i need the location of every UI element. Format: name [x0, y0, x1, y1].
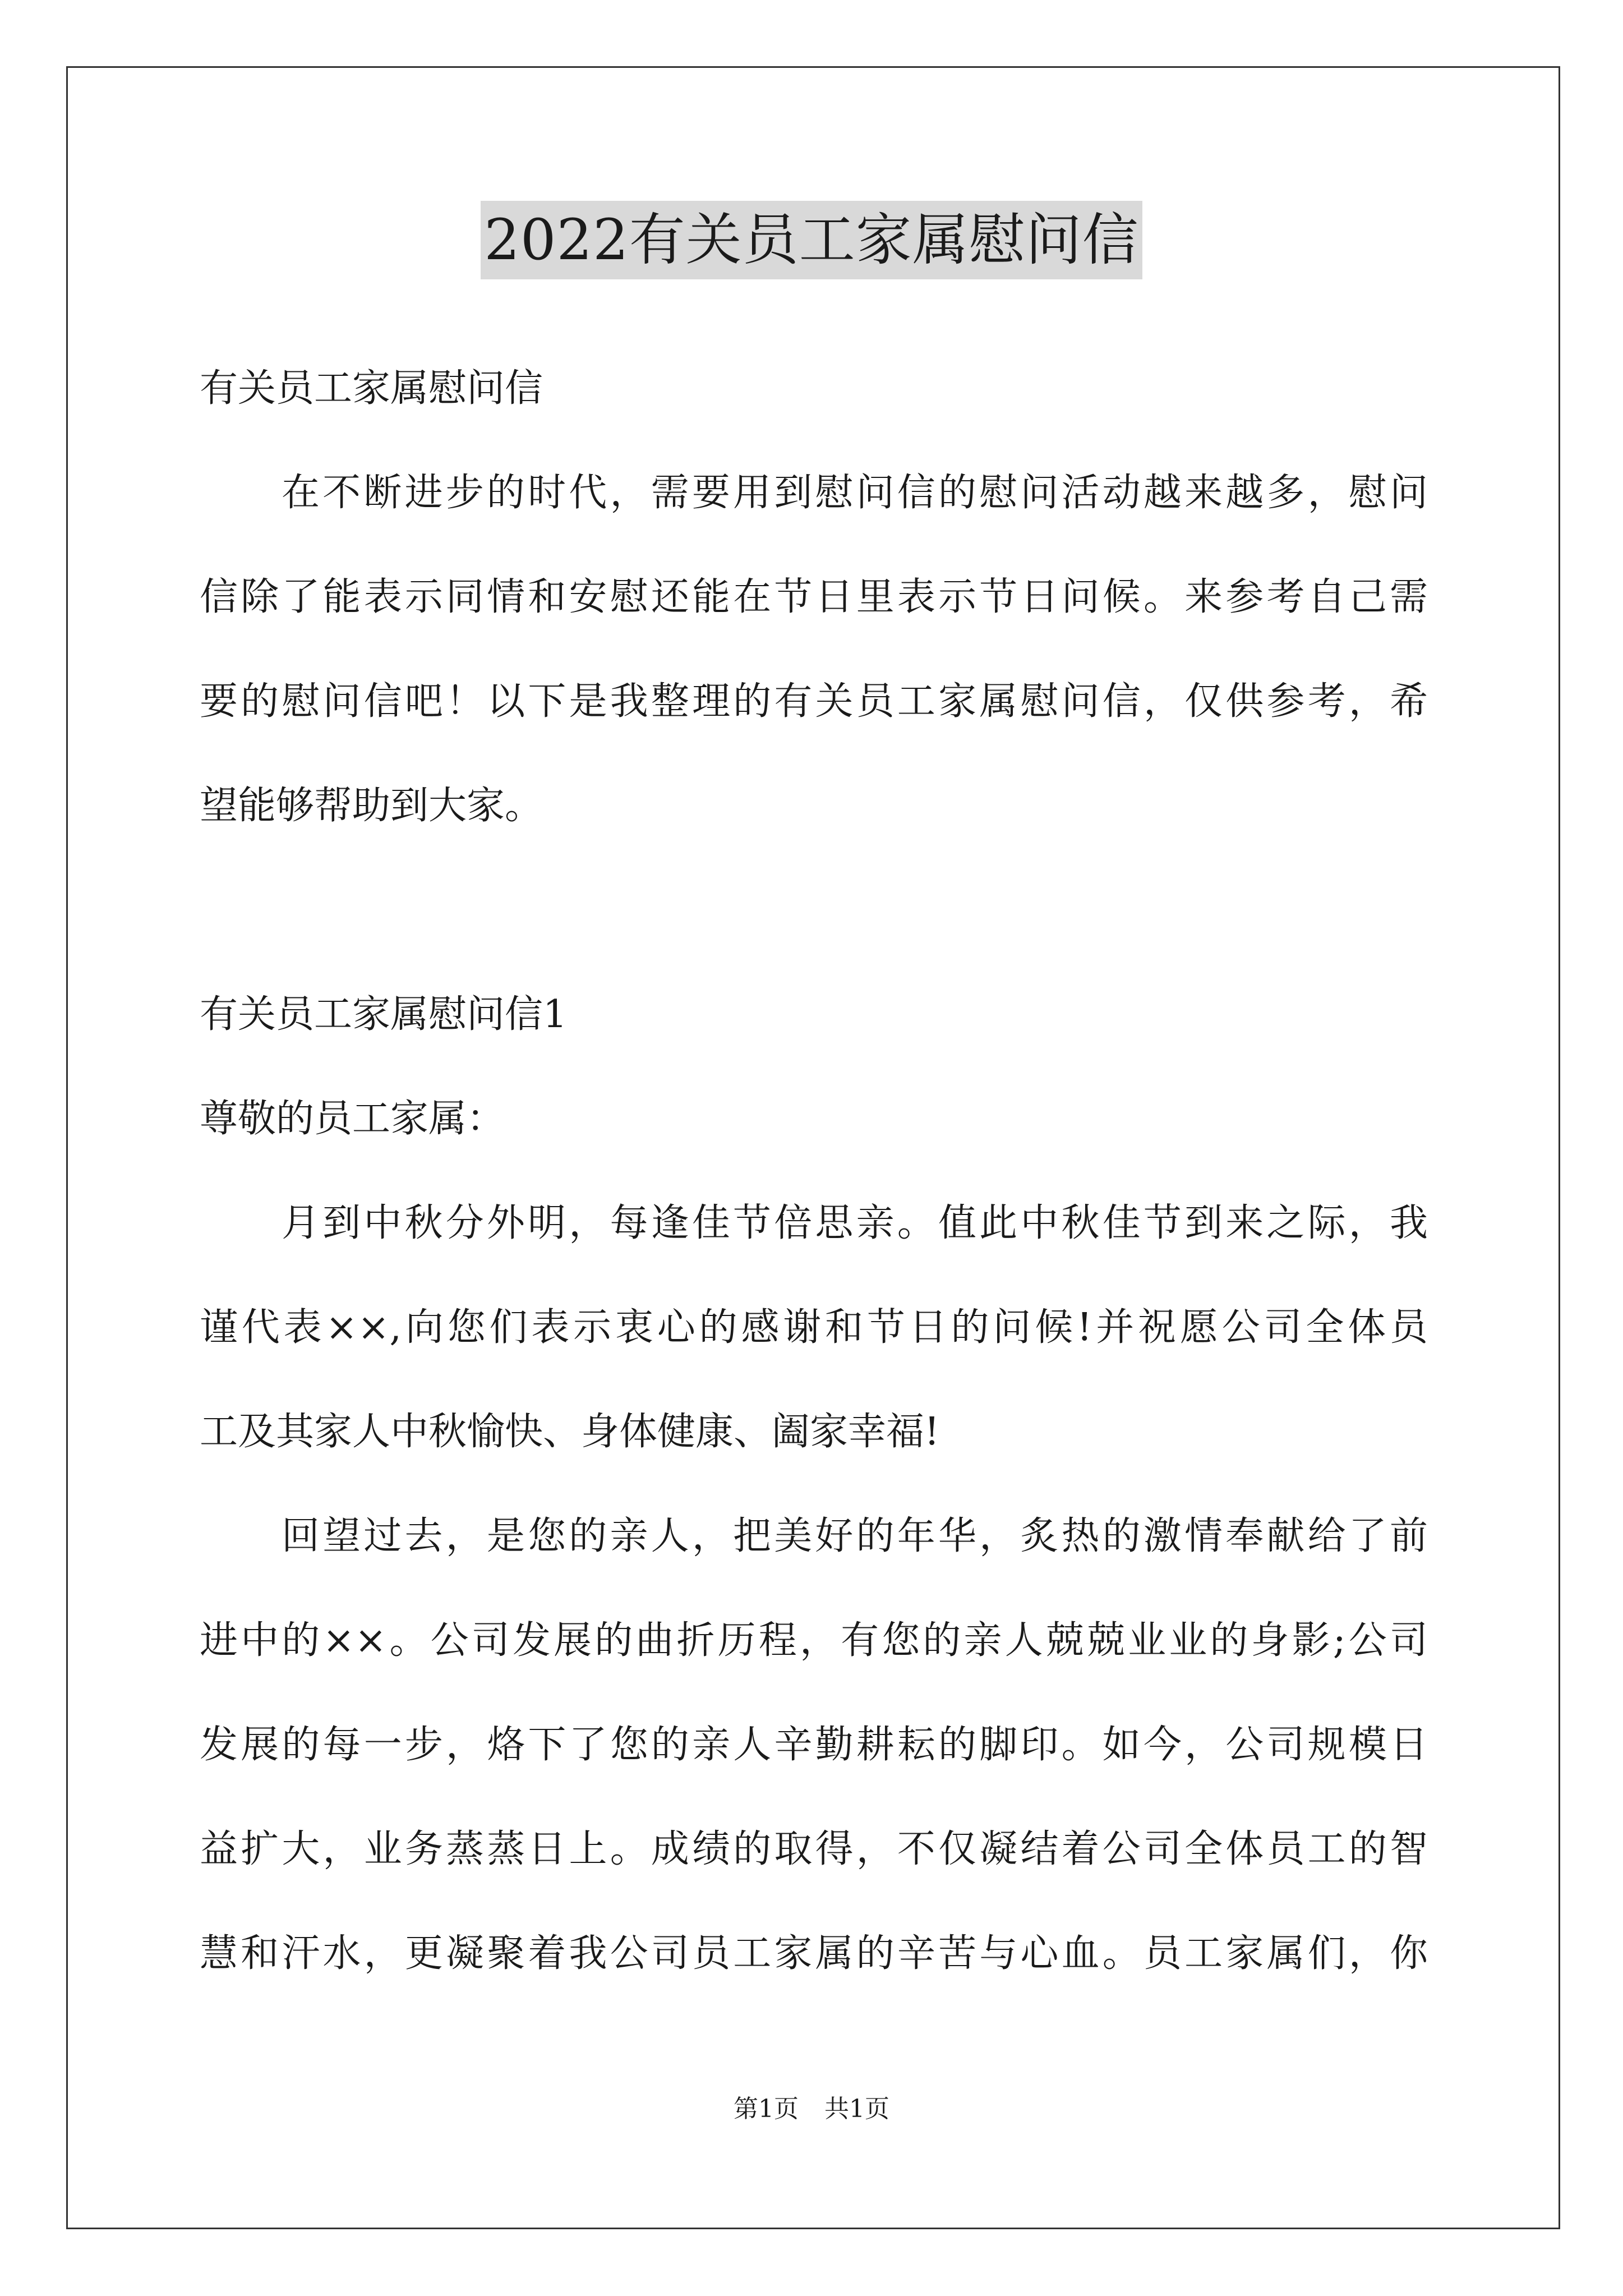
- body-1-line-1: 月到中秋分外明，每逢佳节倍思亲。值此中秋佳节到来之际，我: [282, 1201, 1428, 1245]
- intro-line-3: 要的慰问信吧！以下是我整理的有关员工家属慰问信，仅供参考，希: [200, 679, 1428, 724]
- body-1-line-3: 工及其家人中秋愉快、身体健康、阖家幸福!: [200, 1410, 940, 1454]
- body-2-line-2: 进中的××。公司发展的曲折历程，有您的亲人兢兢业业的身影;公司: [200, 1618, 1428, 1663]
- body-1-line-2: 谨代表××,向您们表示衷心的感谢和节日的问候!并祝愿公司全体员: [200, 1305, 1428, 1350]
- subtitle-heading: 有关员工家属慰问信: [200, 366, 543, 411]
- page-total: 共1页: [824, 2095, 889, 2123]
- salutation: 尊敬的员工家属：: [200, 1097, 505, 1141]
- intro-line-2: 信除了能表示同情和安慰还能在节日里表示节日问候。来参考自己需: [200, 575, 1428, 619]
- intro-line-4: 望能够帮助到大家。: [200, 784, 543, 828]
- page-number: 第1页: [734, 2095, 799, 2123]
- title-wrap: [0, 201, 1623, 279]
- letter-1-heading: 有关员工家属慰问信1: [200, 992, 568, 1037]
- paragraph-gap: [200, 858, 1428, 963]
- body-2-line-3: 发展的每一步，烙下了您的亲人辛勤耕耘的脚印。如今，公司规模日: [200, 1723, 1428, 1767]
- document-title: 2022有关员工家属慰问信: [481, 201, 1142, 279]
- document-body: [200, 337, 1428, 2006]
- page-footer: [0, 2092, 1623, 2126]
- intro-line-1: 在不断进步的时代，需要用到慰问信的慰问活动越来越多，慰问: [282, 471, 1428, 515]
- body-2-line-5: 慧和汗水，更凝聚着我公司员工家属的辛苦与心血。员工家属们，你: [200, 1931, 1428, 1976]
- body-2-line-1: 回望过去，是您的亲人，把美好的年华，炙热的激情奉献给了前: [282, 1514, 1428, 1558]
- body-2-line-4: 益扩大，业务蒸蒸日上。成绩的取得，不仅凝结着公司全体员工的智: [200, 1827, 1428, 1871]
